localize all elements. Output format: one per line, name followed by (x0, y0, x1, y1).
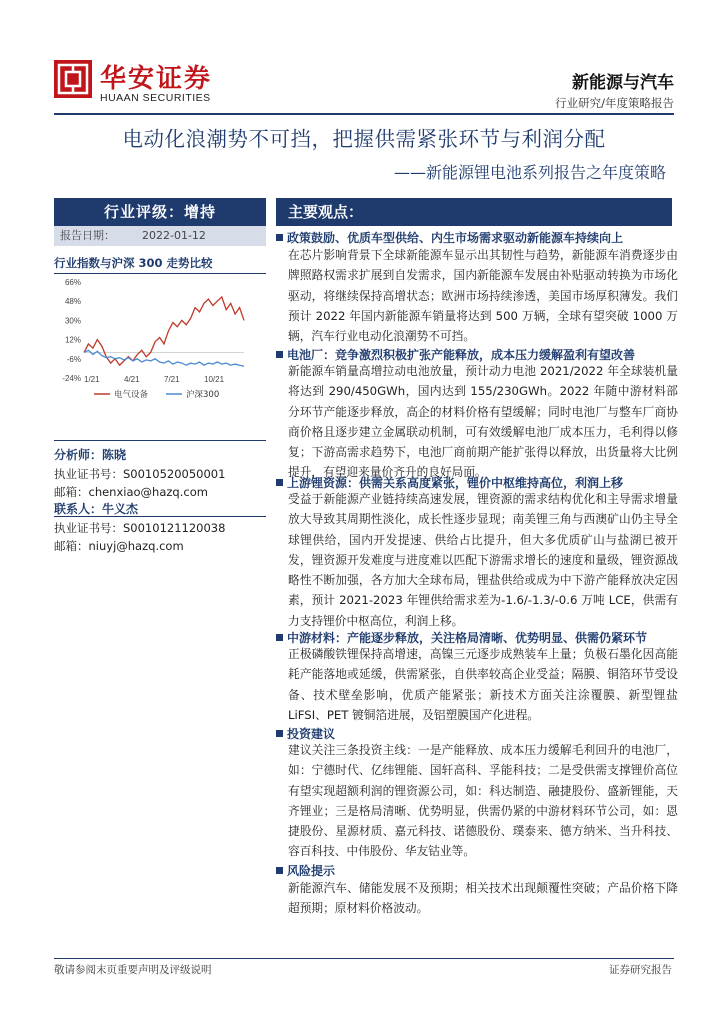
section-heading-text: 中游材料：产能逐步释放，关注格局清晰、优势明显、供需仍紧环节 (287, 631, 648, 645)
section-heading-text: 风险提示 (287, 864, 336, 878)
legend-label: 电气设备 (114, 390, 149, 400)
header-divider (54, 113, 674, 115)
x-tick-label: 1/21 (84, 375, 100, 384)
bullet-square-icon (276, 634, 283, 641)
contact-email: 邮箱：niuyj@hazq.com (54, 539, 184, 553)
page-title: 电动化浪潮势不可挡，把握供需紧张环节与利润分配 (122, 127, 606, 151)
key-points-label: 主要观点： (288, 203, 364, 221)
x-tick-label: 7/21 (164, 375, 180, 384)
section-body: 正极磷酸铁锂保持高增速，高镍三元逐步成熟装车上量；负极石墨化因高能耗产能落地或延缓，供需紧张，自供率较高企业受益；隔膜、铜箔环节受设备、技术壁垒影响，优质产能紧张；新技术方面关注涂覆膜、新型锂盐 LiFSI、PET 镀铜箔进展，及铝塑膜国产化进程。 (288, 647, 678, 722)
y-tick-label: -24% (62, 374, 81, 383)
x-tick-label: 10/21 (204, 375, 225, 384)
analyst-title: 分析师：陈晓 (54, 448, 127, 462)
bullet-square-icon (276, 867, 283, 874)
legend-label: 沪深300 (186, 390, 220, 400)
series-line-electrical-equipment (84, 297, 244, 365)
section-heading (276, 229, 623, 246)
footer-label: 证券研究报告 (609, 964, 672, 976)
footer-disclaimer: 敬请参阅末页重要声明及评级说明 (54, 964, 212, 976)
report-date-label: 报告日期： (60, 229, 115, 242)
y-tick-label: -6% (66, 354, 81, 364)
x-tick-label: 4/21 (124, 375, 140, 384)
index-comparison-chart (54, 276, 266, 406)
contact-divider (54, 516, 266, 517)
y-tick-label: 12% (64, 335, 81, 345)
bullet-square-icon (276, 351, 283, 358)
chart-divider (54, 273, 266, 274)
report-type: 行业研究/年度策略报告 (555, 96, 674, 110)
section-body: 新能源车销量高增拉动电池放量，预计动力电池 2021/2022 年全球装机量将达到 290/450GWh，国内达到 155/230GWh。2022 年随中游材料部分环节产能逐步释放，高企的材料价格有望缓解；同时电池厂与整车厂商协商价格且逐步建立金属联动机制，可有效缓解电池厂成本压力，毛利得以修复；下游高需求趋势下，电池厂商前期产能扩张得以释放，出货量将大比例提升，有望迎来量价齐升的良好局面。 (288, 364, 678, 480)
section-body: 新能源汽车、储能发展不及预期；相关技术出现颠覆性突破；产品价格下降超预期；原材料价格波动。 (288, 881, 678, 916)
section-heading-text: 投资建议 (287, 727, 336, 741)
section-heading-text: 电池厂：竞争激烈积极扩张产能释放，成本压力缓解盈利有望改善 (287, 348, 636, 362)
bullet-square-icon (276, 479, 283, 486)
analyst-email: 邮箱：chenxiao@hazq.com (54, 485, 208, 499)
contact-cert: 执业证书号：S0010121120038 (54, 521, 226, 535)
analyst-divider (54, 440, 266, 441)
bullet-square-icon (276, 234, 283, 241)
section-body: 受益于新能源产业链持续高速发展，锂资源的需求结构优化和主导需求增量放大导致其周期性淡化，成长性逐步显现；南美锂三角与西澳矿山仍主导全球锂供给，国内开发提速、供给占比提升，但大多优质矿山与盐湖已被开发，锂资源开发难度与进度难以匹配下游需求增长的速度和量级，锂资源战略性不断加强，各方加大全球布局，锂盐供给或成为中下游产能释放决定因素，预计 2021-2023 年锂供给需求差为-1.6/-1.3/-0.6 万吨 LCE，供需有力支持锂价中枢高位，利润上移。 (288, 492, 678, 628)
section-heading (276, 862, 335, 879)
logo-emblem-icon (54, 60, 92, 98)
page-subtitle: ——新能源锂电池系列报告之年度策略 (393, 163, 666, 182)
industry-rating: 行业评级：增持 (54, 198, 266, 226)
y-tick-label: 66% (64, 278, 81, 287)
footer-divider (54, 958, 674, 959)
y-tick-label: 48% (64, 297, 81, 307)
chart-title: 行业指数与沪深 300 走势比较 (54, 256, 213, 270)
section-body: 建议关注三条投资主线：一是产能释放、成本压力缓解毛利回升的电池厂，如：宁德时代、亿纬锂能、国轩高科、孚能科技；二是受供需支撑锂价高位有望实现超额利润的锂资源公司，如：科达制造、融捷股份、盛新锂能，天齐锂业；三是格局清晰、优势明显，供需仍紧的中游材料环节公司，如：恩捷股份、星源材质、嘉元科技、诺德股份、璞泰来、德方纳米、当升科技、容百科技、中伟股份、华友钴业等。 (288, 743, 678, 859)
section-heading-text: 上游锂资源：供需关系高度紧张，锂价中枢维持高位，利润上移 (287, 476, 624, 490)
logo-cn: 华安证券 (100, 64, 213, 94)
logo-en: HUAAN SECURITIES (100, 92, 211, 104)
key-points-heading (276, 198, 672, 226)
sector-label: 新能源与汽车 (572, 73, 674, 93)
y-tick-label: 30% (64, 316, 81, 326)
bullet-square-icon (276, 730, 283, 737)
report-date-value: 2022-01-12 (142, 229, 206, 242)
report-date-row (54, 226, 266, 246)
contact-title: 联系人：牛义杰 (54, 502, 139, 516)
analyst-cert: 执业证书号：S0010520050001 (54, 467, 226, 481)
section-body: 在芯片影响背景下全球新能源车显示出其韧性与趋势，新能源车消费逐步由牌照路权需求扩展到自发需求，国内新能源车发展由补贴驱动转换为市场化驱动，将继续保持高增状态；欧洲市场持续渗透，美国市场厚积薄发。我们预计 2022 年国内新能源车销量将达到 500 万辆，全球有望突破 1000 万辆，汽车行业电动化浪潮势不可挡。 (288, 248, 678, 344)
section-heading-text: 政策鼓励、优质车型供给、内生市场需求驱动新能源车持续向上 (287, 231, 624, 245)
logo-mark (54, 60, 92, 98)
